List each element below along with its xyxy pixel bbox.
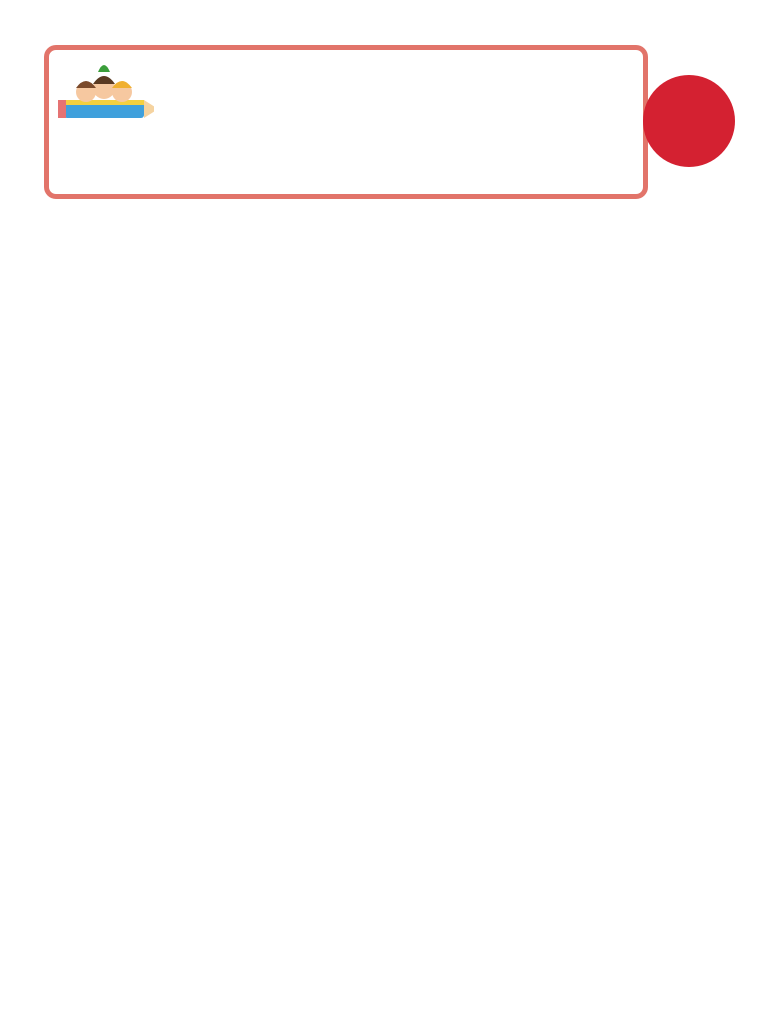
grade-badge <box>642 56 736 186</box>
header-box <box>44 45 648 199</box>
kids-pencil-logo <box>54 58 154 130</box>
